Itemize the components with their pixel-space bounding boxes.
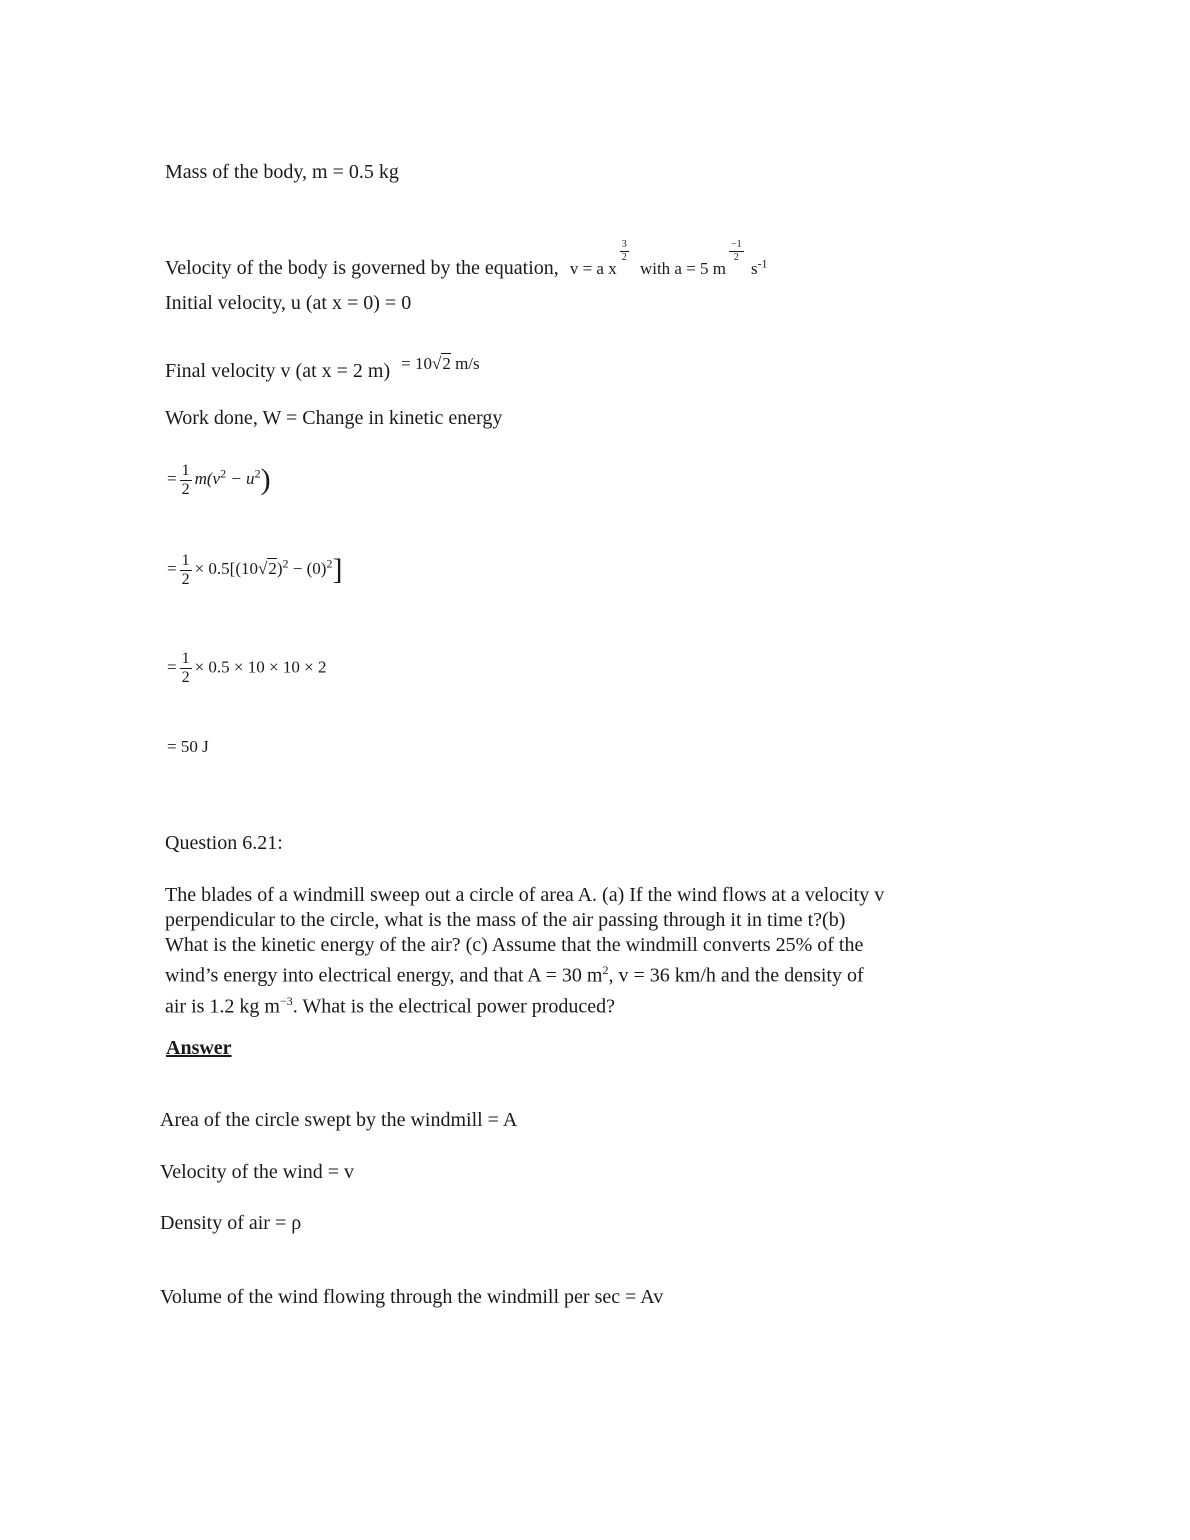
initial-velocity-line: Initial velocity, u (at x = 0) = 0	[165, 292, 412, 314]
step1-num: 1	[181, 461, 190, 479]
x-power-den: 2	[621, 252, 627, 263]
step2-root: 2	[268, 558, 277, 578]
step3-expr: × 0.5 × 10 × 10 × 2	[194, 657, 327, 677]
work-step-2: = $\frac{1}{2}$ × $0.5[(10√2)^2 - (0)^2]$	[167, 551, 343, 588]
step2-expr-pre: × 0.5[(10	[194, 558, 259, 578]
m-power-fraction	[729, 240, 744, 263]
step3-num: 1	[181, 650, 190, 667]
question-line-3: What is the kinetic energy of the air? (c) Assume that the windmill converts 25% of the	[165, 934, 864, 956]
step2-power1: 2	[282, 556, 289, 571]
final-velocity-line	[165, 354, 480, 383]
answer-velocity: Velocity of the wind = v	[160, 1161, 355, 1183]
final-velocity-label: Final velocity v (at x = 2 m)	[165, 360, 391, 382]
question-line-4-pre: wind’s energy into electrical energy, and that A = 30 m	[165, 964, 603, 987]
x-power-fraction	[620, 240, 629, 263]
step2-expr-mid: )	[276, 558, 283, 578]
answer-volume: Volume of the wind flowing through the windmill per sec = Av	[160, 1286, 664, 1308]
question-line-4-sup: 2	[602, 963, 609, 977]
step1-v-power: 2	[220, 466, 227, 481]
m-power-den: 2	[733, 252, 739, 263]
x-power-num: 3	[621, 239, 627, 250]
velocity-eq-s: s	[750, 259, 758, 278]
step2-fraction	[180, 553, 192, 588]
final-velocity-root: 2	[442, 354, 451, 373]
step3-eq: =	[167, 657, 177, 677]
velocity-eq-lhs: v = a x	[569, 259, 617, 278]
question-line-2: perpendicular to the circle, what is the mass of the air passing through it in time t?(b)	[165, 909, 846, 931]
step1-fraction	[180, 463, 192, 498]
step2-eq: =	[167, 558, 177, 578]
question-line-5	[165, 989, 955, 1020]
work-step-3	[167, 651, 326, 686]
question-text	[165, 883, 955, 1019]
step3-den: 2	[181, 669, 190, 686]
work-result: = 50 J	[167, 737, 209, 756]
velocity-governed-text: Velocity of the body is governed by the equation,	[165, 257, 559, 279]
question-line-5-post: . What is the electrical power produced?	[292, 995, 616, 1018]
m-power-num: −1	[731, 239, 742, 250]
velocity-governed-line	[165, 240, 768, 280]
mass-line: Mass of the body, m = 0.5 kg	[165, 161, 399, 183]
step3-fraction	[180, 651, 192, 686]
step1-eq: =	[167, 468, 177, 488]
answer-label: Answer	[166, 1037, 232, 1059]
question-line-5-pre: air is 1.2 kg m	[165, 995, 280, 1018]
step1-den: 2	[181, 480, 190, 498]
question-line-4-post: , v = 36 km/h and the density of	[608, 964, 864, 987]
question-line-4	[165, 958, 955, 989]
question-line-1: The blades of a windmill sweep out a circle of area A. (a) If the wind flows at a velocity v	[165, 884, 885, 906]
step1-expr-post: )	[260, 463, 271, 496]
s-power: -1	[757, 256, 768, 271]
question-heading: Question 6.21:	[165, 832, 283, 854]
step2-power2: 2	[326, 556, 333, 571]
step1-expr-mid: − u	[226, 468, 255, 488]
step2-expr-mid2: − (0)	[288, 558, 327, 578]
answer-area: Area of the circle swept by the windmill = A	[160, 1109, 518, 1131]
velocity-equation	[569, 239, 768, 278]
velocity-eq-with: with a = 5 m	[639, 259, 727, 278]
final-velocity-unit: m/s	[455, 354, 480, 373]
final-velocity-pre: = 10	[401, 354, 432, 373]
step2-num: 1	[181, 551, 190, 569]
step2-expr-post: ]	[332, 553, 343, 586]
answer-density: Density of air = ρ	[160, 1212, 302, 1234]
final-velocity-value: = 10√2 m/s	[401, 354, 480, 373]
step1-expr-pre: m(v	[194, 468, 221, 488]
work-done-line: Work done, W = Change in kinetic energy	[165, 407, 503, 429]
step2-den: 2	[181, 570, 190, 588]
step1-u-power: 2	[254, 466, 261, 481]
question-line-5-sup: −3	[280, 993, 293, 1008]
work-step-1	[167, 462, 271, 498]
